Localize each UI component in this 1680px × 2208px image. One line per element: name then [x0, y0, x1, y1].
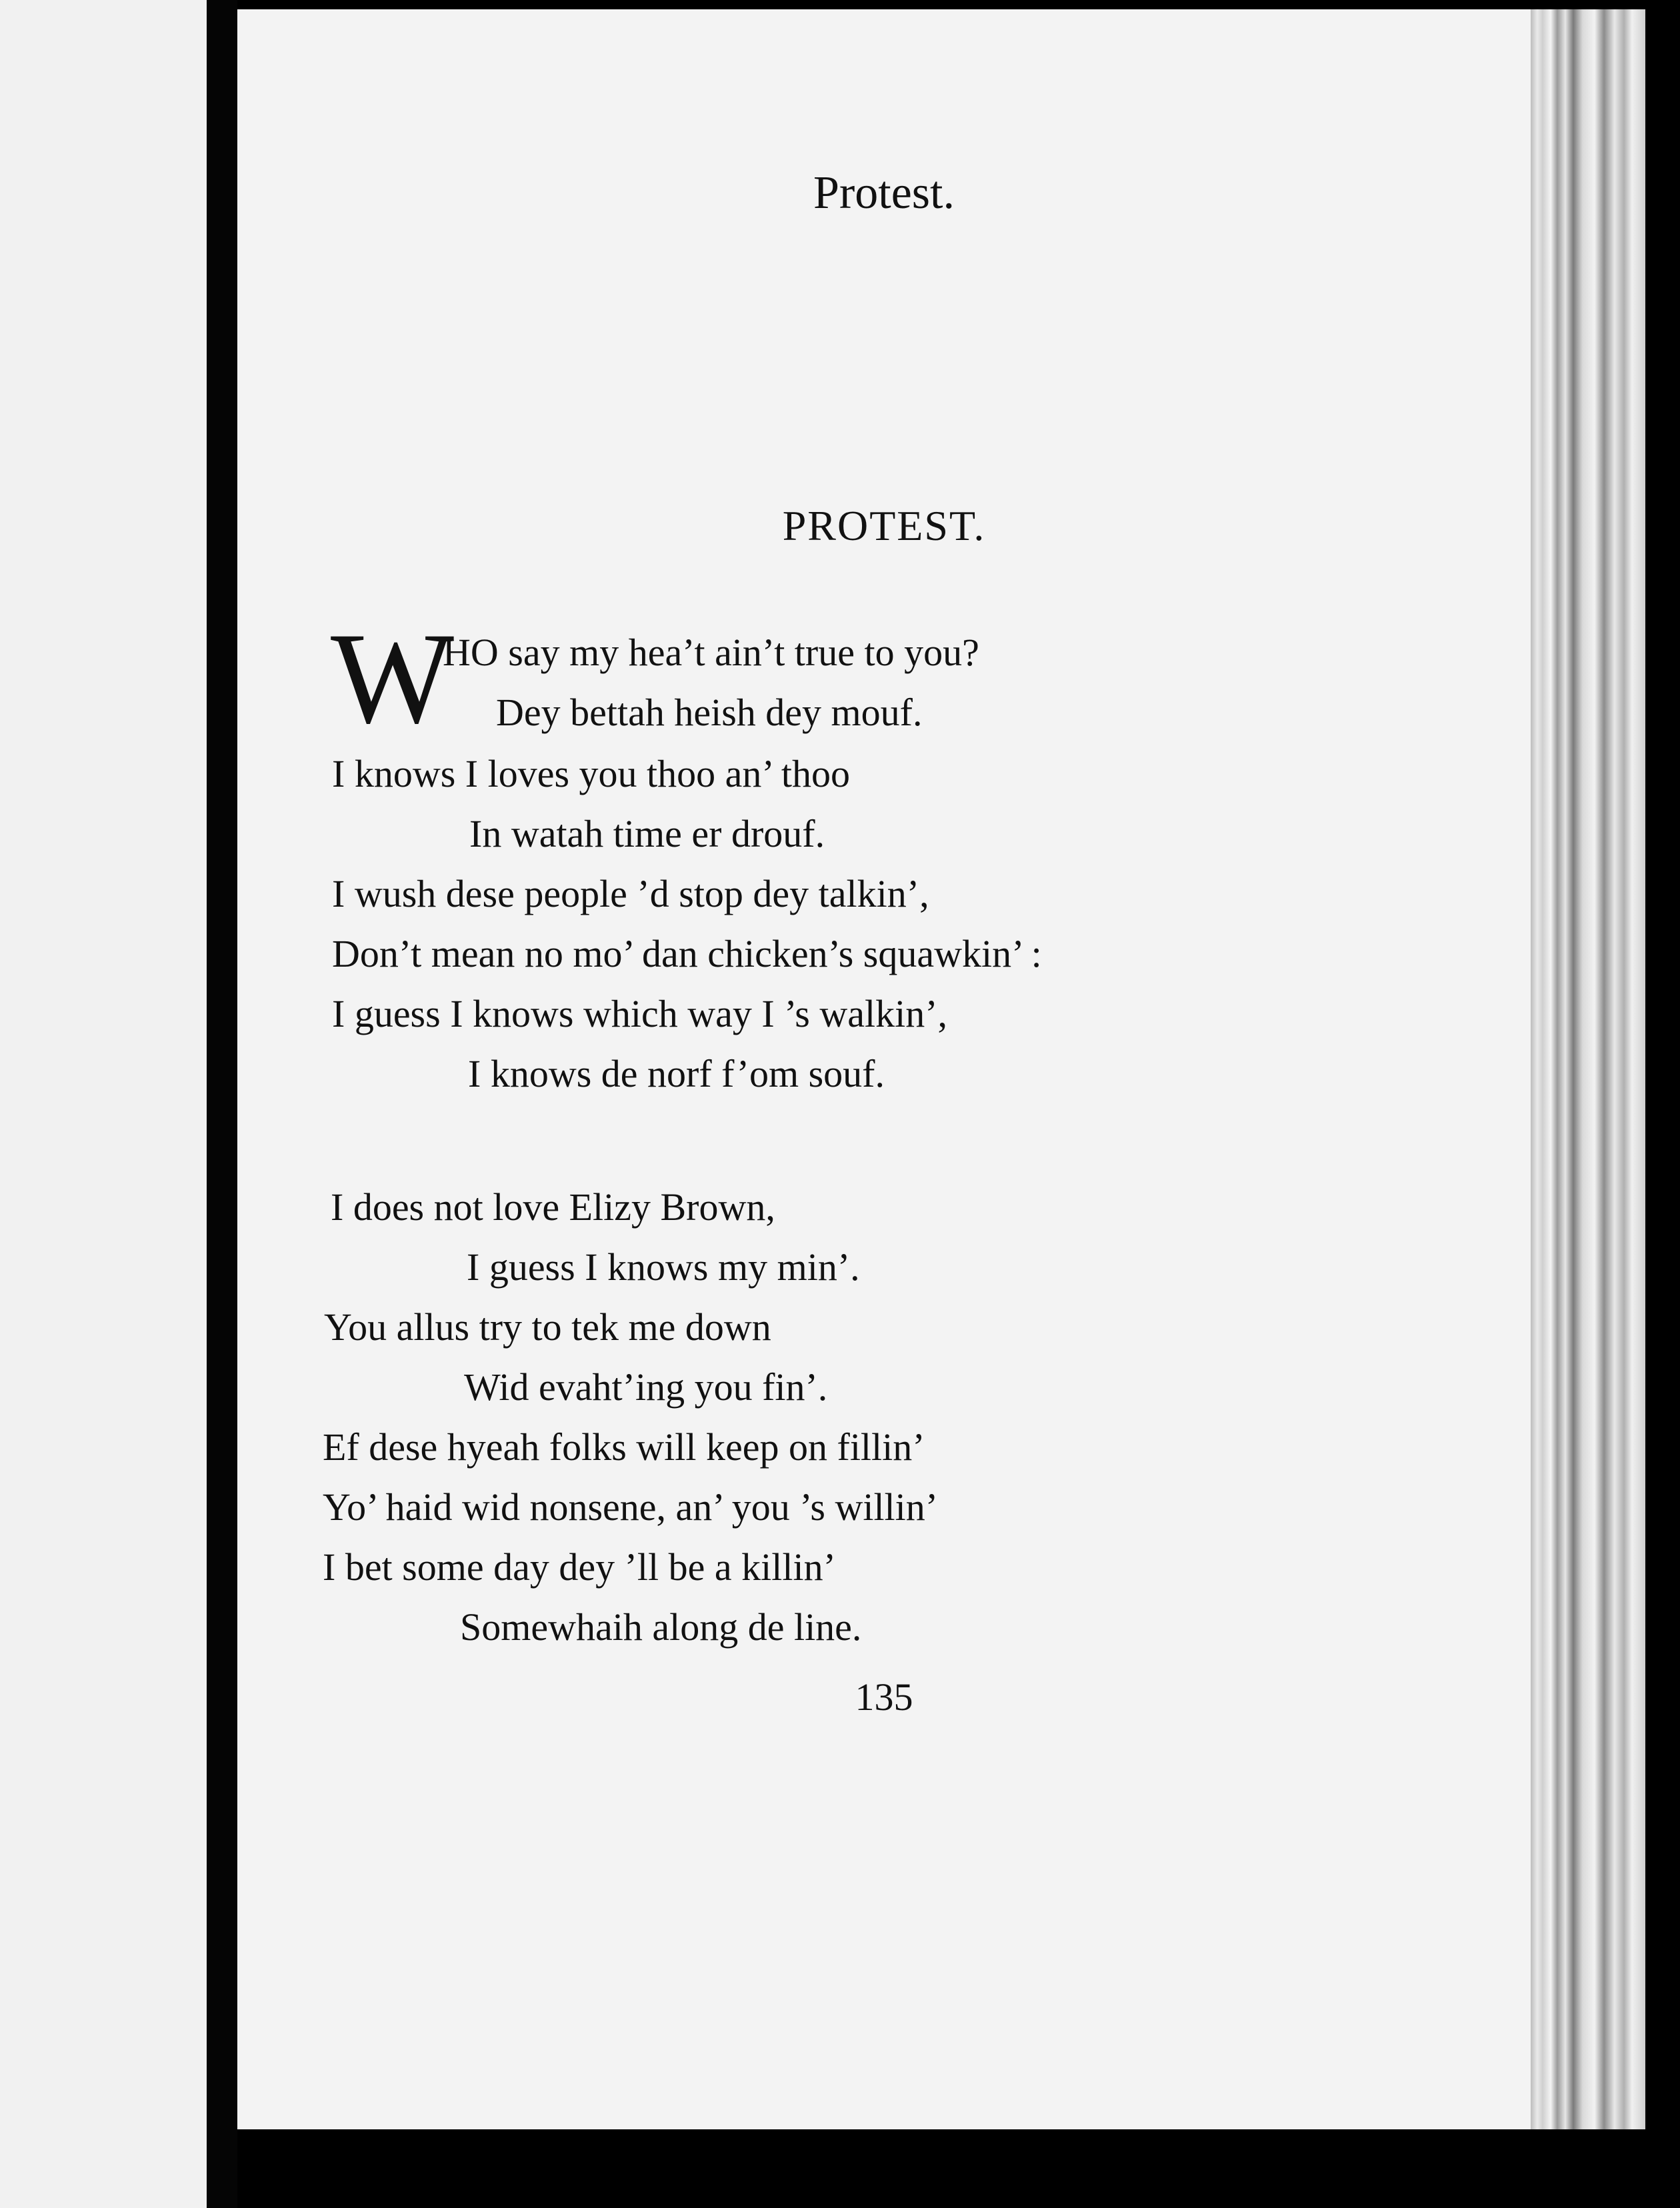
- poem-line: You allus try to tek me down: [324, 1305, 771, 1349]
- poem-line: I does not love Elizy Brown,: [331, 1185, 775, 1229]
- poem-line: I wush dese people ’d stop dey talkin’,: [332, 872, 929, 915]
- poem-line: I guess I knows my min’.: [467, 1245, 860, 1289]
- poem-line: I knows I loves you thoo an’ thoo: [332, 752, 850, 795]
- poem-line: I knows de norf f’om souf.: [468, 1052, 885, 1095]
- page-number: 135: [855, 1675, 913, 1719]
- running-head: Protest.: [813, 167, 955, 219]
- poem-line: HO say my hea’t ain’t true to you?: [443, 631, 979, 674]
- poem-line: I bet some day dey ’ll be a killin’: [323, 1545, 836, 1589]
- poem-line: Dey bettah heish dey mouf.: [496, 691, 923, 734]
- poem-line: Ef dese hyeah folks will keep on fillin’: [323, 1425, 925, 1469]
- poem-line: Don’t mean no mo’ dan chicken’s squawkin’ :: [332, 932, 1042, 975]
- drop-cap: W: [331, 606, 454, 751]
- poem-line: In watah time er drouf.: [469, 812, 825, 855]
- facing-page: [0, 0, 207, 2208]
- poem-line: Somewhaih along de line.: [460, 1605, 862, 1649]
- poem-line: Yo’ haid wid nonsene, an’ you ’s willin’: [323, 1485, 939, 1529]
- poem-title: PROTEST.: [782, 502, 986, 549]
- poem-line: I guess I knows which way I ’s walkin’,: [332, 992, 948, 1035]
- book-gutter: [207, 0, 237, 2208]
- page-edges: [1531, 9, 1645, 2129]
- poem-line: Wid evaht’ing you fin’.: [464, 1365, 828, 1409]
